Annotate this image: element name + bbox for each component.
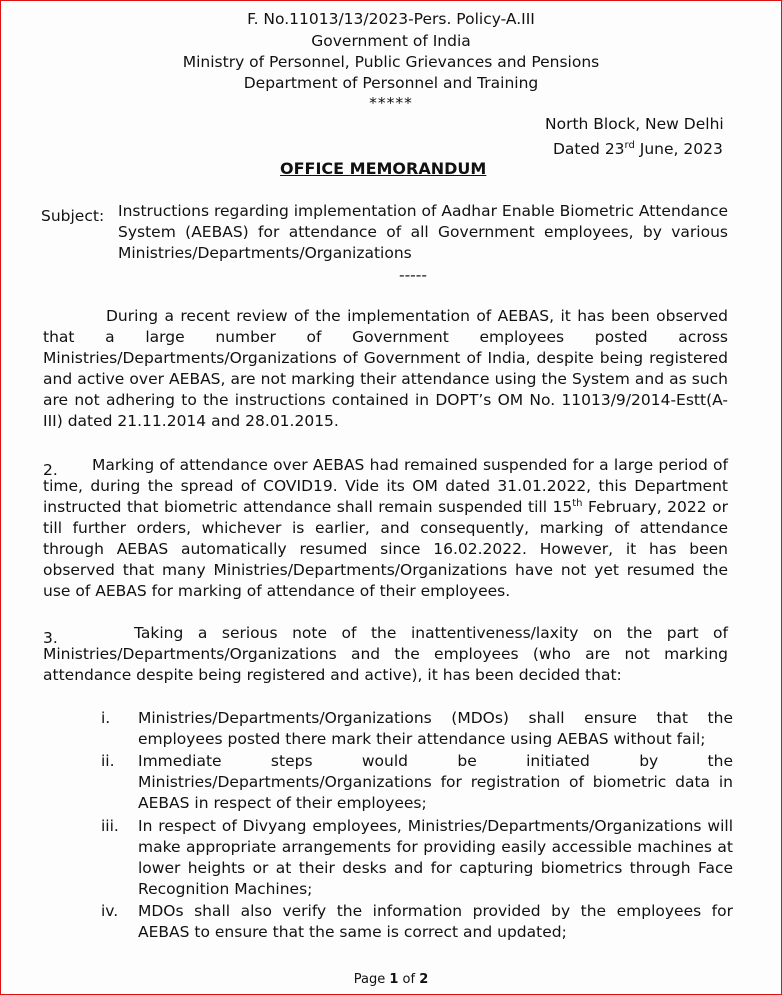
list-text: In respect of Divyang employees, Ministries/Departments/Organizations will make appropriate arrangements for providing easily accessible machines at lower heights or at their desks and for capturing biometrics through Face Recognition Machines;: [138, 817, 733, 898]
paragraph-2-sup: th: [572, 497, 583, 509]
govt-line: Government of India: [311, 32, 471, 50]
subject-label: Subject:: [41, 207, 105, 225]
paragraph-3: Taking a serious note of the inattentiveness/laxity on the part of Ministries/Departments/Organizations and the employees (who are not marking attendance despite being registered and active), it has been decided that:: [43, 624, 728, 684]
list-number: iii.: [101, 817, 119, 835]
stars-divider: *****: [369, 94, 413, 112]
list-number: i.: [101, 709, 111, 727]
paragraph-3-number: 3.: [43, 629, 58, 647]
paragraph-2-number: 2.: [43, 461, 58, 479]
paragraph-1: During a recent review of the implementation of AEBAS, it has been observed that a large number of Government employees posted across Ministries/Departments/Organizations of Government of India, despite being registered and active over AEBAS, are not marking their attendance using the System and as such are not adhering to the instructions contained in DOPT’s OM No. 11013/9/2014-Estt(A-III) dated 21.11.2014 and 28.01.2015.: [43, 307, 728, 430]
paragraph-2-part-a: Marking of attendance over AEBAS had remained suspended for a large period of time, during the spread of COVID19. Vide its OM dated 31.01.2022, this Department instructed that biometric attendance shall remain suspended till 15: [43, 456, 728, 516]
list-item: [101, 816, 741, 900]
page-of: of: [402, 972, 416, 987]
date-suffix: June, 2023: [634, 140, 723, 159]
list-text: MDOs shall also verify the information provided by the employees for AEBAS to ensure that the same is correct and updated;: [138, 902, 733, 941]
page-footer: [1, 972, 781, 988]
paragraph-2-part-b: February, 2022 or till further orders, whichever is earlier, and consequently, marking of attendance through AEBAS automatically resumed since 16.02.2022. However, it has been observed that many Ministries/Departments/Organizations have not yet resumed the use of AEBAS for marking of attendance of their employees.: [43, 498, 728, 600]
subject-divider: -----: [399, 266, 427, 284]
page-number: 1: [389, 972, 399, 987]
place-line: North Block, New Delhi: [545, 115, 724, 133]
list-number: iv.: [101, 902, 119, 920]
list-item: [101, 708, 741, 750]
list-text: Immediate steps would be initiated by the Ministries/Departments/Organizations for registration of biometric data in AEBAS in respect of their employees;: [138, 752, 733, 812]
subject-text: Instructions regarding implementation of Aadhar Enable Biometric Attendance System (AEBAS) for attendance of all Government employees, by various Ministries/Departments/Organizations: [118, 202, 728, 262]
list-text: Ministries/Departments/Organizations (MDOs) shall ensure that the employees posted there mark their attendance using AEBAS without fail;: [138, 709, 733, 748]
list-item: [101, 901, 741, 943]
department-line: Department of Personnel and Training: [243, 74, 539, 92]
ministry-line: Ministry of Personnel, Public Grievances and Pensions: [182, 53, 600, 71]
date-prefix: Dated 23: [553, 140, 625, 159]
page-label: Page: [353, 972, 386, 987]
list-number: ii.: [101, 752, 115, 770]
memo-title: OFFICE MEMORANDUM: [280, 159, 487, 178]
date-sup: rd: [624, 140, 635, 151]
paragraph-2: [43, 455, 728, 602]
date-line: [553, 135, 723, 160]
page-total: 2: [419, 972, 429, 987]
list-item: [101, 751, 741, 814]
file-number: F. No.11013/13/2023-Pers. Policy-A.III: [247, 10, 535, 28]
